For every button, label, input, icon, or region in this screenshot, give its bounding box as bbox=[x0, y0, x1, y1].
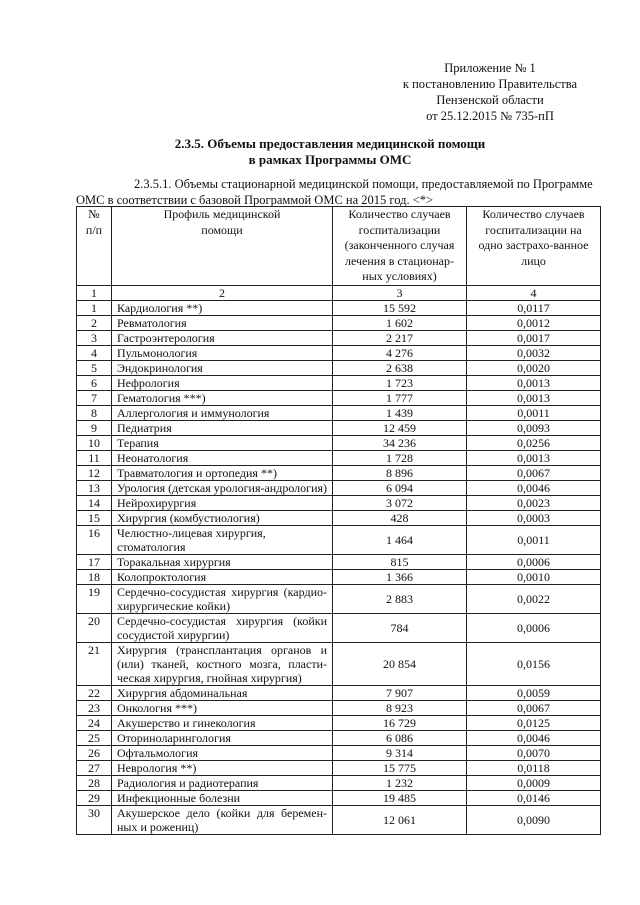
row-number: 20 bbox=[77, 613, 112, 642]
appendix-line: Пензенской области bbox=[436, 93, 544, 107]
row-number: 24 bbox=[77, 715, 112, 730]
row-per-insured: 0,0022 bbox=[467, 584, 601, 613]
row-cases: 9 314 bbox=[333, 745, 467, 760]
appendix-line: от 25.12.2015 № 735-пП bbox=[426, 109, 554, 123]
row-profile: Хирургия абдоминальная bbox=[112, 685, 333, 700]
row-cases: 4 276 bbox=[333, 345, 467, 360]
row-cases: 2 217 bbox=[333, 330, 467, 345]
row-per-insured: 0,0090 bbox=[467, 805, 601, 834]
row-profile: Аллергология и иммунология bbox=[112, 405, 333, 420]
row-profile: Инфекционные болезни bbox=[112, 790, 333, 805]
row-profile: Терапия bbox=[112, 435, 333, 450]
row-per-insured: 0,0011 bbox=[467, 525, 601, 554]
row-cases: 1 723 bbox=[333, 375, 467, 390]
row-profile: Радиология и радиотерапия bbox=[112, 775, 333, 790]
volumes-table bbox=[76, 206, 601, 835]
row-cases: 2 638 bbox=[333, 360, 467, 375]
row-cases: 19 485 bbox=[333, 790, 467, 805]
row-number: 17 bbox=[77, 554, 112, 569]
appendix-line: Приложение № 1 bbox=[444, 61, 536, 75]
table-row bbox=[77, 730, 601, 745]
row-per-insured: 0,0059 bbox=[467, 685, 601, 700]
header-profile: Профиль медицинской помощи bbox=[112, 207, 333, 286]
table-row bbox=[77, 330, 601, 345]
row-per-insured: 0,0006 bbox=[467, 554, 601, 569]
row-number: 26 bbox=[77, 745, 112, 760]
intro-line: 2.3.5.1. Объемы стационарной медицинской помощи, предоставляемой по Программе bbox=[134, 177, 593, 191]
table-row bbox=[77, 700, 601, 715]
row-profile: Нефрология bbox=[112, 375, 333, 390]
row-per-insured: 0,0013 bbox=[467, 450, 601, 465]
column-number: 2 bbox=[112, 285, 333, 300]
header-per-insured: Количество случаев госпитализации на одно застрахо-ванное лицо bbox=[467, 207, 601, 286]
table-row bbox=[77, 525, 601, 554]
row-cases: 3 072 bbox=[333, 495, 467, 510]
row-number: 19 bbox=[77, 584, 112, 613]
table-row bbox=[77, 435, 601, 450]
row-per-insured: 0,0146 bbox=[467, 790, 601, 805]
table-row bbox=[77, 642, 601, 685]
row-number: 25 bbox=[77, 730, 112, 745]
row-profile: Кардиология **) bbox=[112, 300, 333, 315]
row-cases: 784 bbox=[333, 613, 467, 642]
row-profile: Сердечно-сосудистая хирургия (койки сосудистой хирургии) bbox=[112, 613, 333, 642]
row-per-insured: 0,0009 bbox=[467, 775, 601, 790]
row-per-insured: 0,0093 bbox=[467, 420, 601, 435]
row-cases: 12 061 bbox=[333, 805, 467, 834]
row-per-insured: 0,0010 bbox=[467, 569, 601, 584]
row-number: 30 bbox=[77, 805, 112, 834]
row-per-insured: 0,0067 bbox=[467, 700, 601, 715]
table-row bbox=[77, 375, 601, 390]
row-per-insured: 0,0117 bbox=[467, 300, 601, 315]
row-number: 8 bbox=[77, 405, 112, 420]
row-profile: Оториноларингология bbox=[112, 730, 333, 745]
row-cases: 20 854 bbox=[333, 642, 467, 685]
row-per-insured: 0,0067 bbox=[467, 465, 601, 480]
row-profile: Эндокринология bbox=[112, 360, 333, 375]
row-per-insured: 0,0125 bbox=[467, 715, 601, 730]
row-profile: Сердечно-сосудистая хирургия (кардио-хирургические койки) bbox=[112, 584, 333, 613]
row-per-insured: 0,0046 bbox=[467, 730, 601, 745]
row-profile: Неонатология bbox=[112, 450, 333, 465]
row-per-insured: 0,0070 bbox=[467, 745, 601, 760]
row-cases: 1 602 bbox=[333, 315, 467, 330]
row-cases: 15 592 bbox=[333, 300, 467, 315]
row-per-insured: 0,0156 bbox=[467, 642, 601, 685]
row-profile: Травматология и ортопедия **) bbox=[112, 465, 333, 480]
row-cases: 6 086 bbox=[333, 730, 467, 745]
table-row bbox=[77, 569, 601, 584]
row-cases: 1 777 bbox=[333, 390, 467, 405]
row-cases: 2 883 bbox=[333, 584, 467, 613]
row-cases: 1 366 bbox=[333, 569, 467, 584]
table-row bbox=[77, 405, 601, 420]
row-per-insured: 0,0013 bbox=[467, 390, 601, 405]
row-profile: Гастроэнтерология bbox=[112, 330, 333, 345]
table-row bbox=[77, 510, 601, 525]
row-profile: Торакальная хирургия bbox=[112, 554, 333, 569]
row-per-insured: 0,0011 bbox=[467, 405, 601, 420]
table-row bbox=[77, 495, 601, 510]
table-row bbox=[77, 420, 601, 435]
row-number: 2 bbox=[77, 315, 112, 330]
row-cases: 8 896 bbox=[333, 465, 467, 480]
row-number: 27 bbox=[77, 760, 112, 775]
table-row bbox=[77, 480, 601, 495]
row-per-insured: 0,0017 bbox=[467, 330, 601, 345]
row-number: 22 bbox=[77, 685, 112, 700]
row-per-insured: 0,0003 bbox=[467, 510, 601, 525]
heading-line: 2.3.5. Объемы предоставления медицинской помощи bbox=[174, 136, 486, 151]
row-cases: 7 907 bbox=[333, 685, 467, 700]
row-number: 15 bbox=[77, 510, 112, 525]
table-row bbox=[77, 450, 601, 465]
row-per-insured: 0,0012 bbox=[467, 315, 601, 330]
row-number: 21 bbox=[77, 642, 112, 685]
table-row bbox=[77, 390, 601, 405]
header-number: № п/п bbox=[77, 207, 112, 286]
row-profile: Акушерство и гинекология bbox=[112, 715, 333, 730]
row-profile: Офтальмология bbox=[112, 745, 333, 760]
row-cases: 1 439 bbox=[333, 405, 467, 420]
row-cases: 1 464 bbox=[333, 525, 467, 554]
table-row bbox=[77, 790, 601, 805]
table-row bbox=[77, 315, 601, 330]
row-profile: Педиатрия bbox=[112, 420, 333, 435]
row-profile: Колопроктология bbox=[112, 569, 333, 584]
row-cases: 428 bbox=[333, 510, 467, 525]
row-number: 3 bbox=[77, 330, 112, 345]
row-per-insured: 0,0032 bbox=[467, 345, 601, 360]
table-row bbox=[77, 805, 601, 834]
table-row bbox=[77, 300, 601, 315]
row-cases: 15 775 bbox=[333, 760, 467, 775]
row-number: 28 bbox=[77, 775, 112, 790]
row-profile: Онкология ***) bbox=[112, 700, 333, 715]
table-row bbox=[77, 745, 601, 760]
row-per-insured: 0,0013 bbox=[467, 375, 601, 390]
appendix-line: к постановлению Правительства bbox=[402, 77, 578, 91]
row-profile: Хирургия (комбустиология) bbox=[112, 510, 333, 525]
row-profile: Пульмонология bbox=[112, 345, 333, 360]
row-number: 4 bbox=[77, 345, 112, 360]
row-cases: 12 459 bbox=[333, 420, 467, 435]
row-number: 1 bbox=[77, 300, 112, 315]
row-per-insured: 0,0046 bbox=[467, 480, 601, 495]
row-profile: Акушерское дело (койки для беремен-ных и рожениц) bbox=[112, 805, 333, 834]
row-per-insured: 0,0006 bbox=[467, 613, 601, 642]
column-number: 4 bbox=[467, 285, 601, 300]
table-row bbox=[77, 775, 601, 790]
row-number: 9 bbox=[77, 420, 112, 435]
table-header-row bbox=[77, 207, 601, 286]
row-number: 13 bbox=[77, 480, 112, 495]
appendix-reference bbox=[390, 60, 590, 124]
row-per-insured: 0,0020 bbox=[467, 360, 601, 375]
table-row bbox=[77, 760, 601, 775]
row-number: 11 bbox=[77, 450, 112, 465]
row-number: 14 bbox=[77, 495, 112, 510]
row-cases: 1 728 bbox=[333, 450, 467, 465]
table-row bbox=[77, 465, 601, 480]
row-profile: Ревматология bbox=[112, 315, 333, 330]
row-cases: 815 bbox=[333, 554, 467, 569]
table-row bbox=[77, 584, 601, 613]
heading-line: в рамках Программы ОМС bbox=[248, 152, 412, 167]
row-number: 29 bbox=[77, 790, 112, 805]
column-number: 1 bbox=[77, 285, 112, 300]
row-cases: 6 094 bbox=[333, 480, 467, 495]
row-cases: 1 232 bbox=[333, 775, 467, 790]
row-number: 5 bbox=[77, 360, 112, 375]
row-cases: 8 923 bbox=[333, 700, 467, 715]
table-row bbox=[77, 715, 601, 730]
section-heading bbox=[60, 136, 600, 168]
row-profile: Неврология **) bbox=[112, 760, 333, 775]
column-number-row bbox=[77, 285, 601, 300]
row-number: 7 bbox=[77, 390, 112, 405]
row-number: 10 bbox=[77, 435, 112, 450]
row-per-insured: 0,0023 bbox=[467, 495, 601, 510]
row-per-insured: 0,0118 bbox=[467, 760, 601, 775]
row-profile: Нейрохирургия bbox=[112, 495, 333, 510]
intro-line: ОМС в соответствии с базовой Программой ОМС на 2015 год. <*> bbox=[76, 193, 434, 207]
row-number: 12 bbox=[77, 465, 112, 480]
row-number: 18 bbox=[77, 569, 112, 584]
row-profile: Гематология ***) bbox=[112, 390, 333, 405]
table-row bbox=[77, 554, 601, 569]
row-cases: 16 729 bbox=[333, 715, 467, 730]
row-number: 6 bbox=[77, 375, 112, 390]
row-profile: Хирургия (трансплантация органов и (или) тканей, костного мозга, пласти-ческая хирургия, гнойная хирургия) bbox=[112, 642, 333, 685]
row-profile: Урология (детская урология-андрология) bbox=[112, 480, 333, 495]
table-row bbox=[77, 685, 601, 700]
row-profile: Челюстно-лицевая хирургия, стоматология bbox=[112, 525, 333, 554]
table-row bbox=[77, 613, 601, 642]
intro-paragraph bbox=[76, 176, 600, 208]
table-row bbox=[77, 360, 601, 375]
table-row bbox=[77, 345, 601, 360]
column-number: 3 bbox=[333, 285, 467, 300]
header-cases: Количество случаев госпитализации (законченного случая лечения в стационар-ных условиях) bbox=[333, 207, 467, 286]
row-number: 23 bbox=[77, 700, 112, 715]
row-cases: 34 236 bbox=[333, 435, 467, 450]
row-per-insured: 0,0256 bbox=[467, 435, 601, 450]
row-number: 16 bbox=[77, 525, 112, 554]
